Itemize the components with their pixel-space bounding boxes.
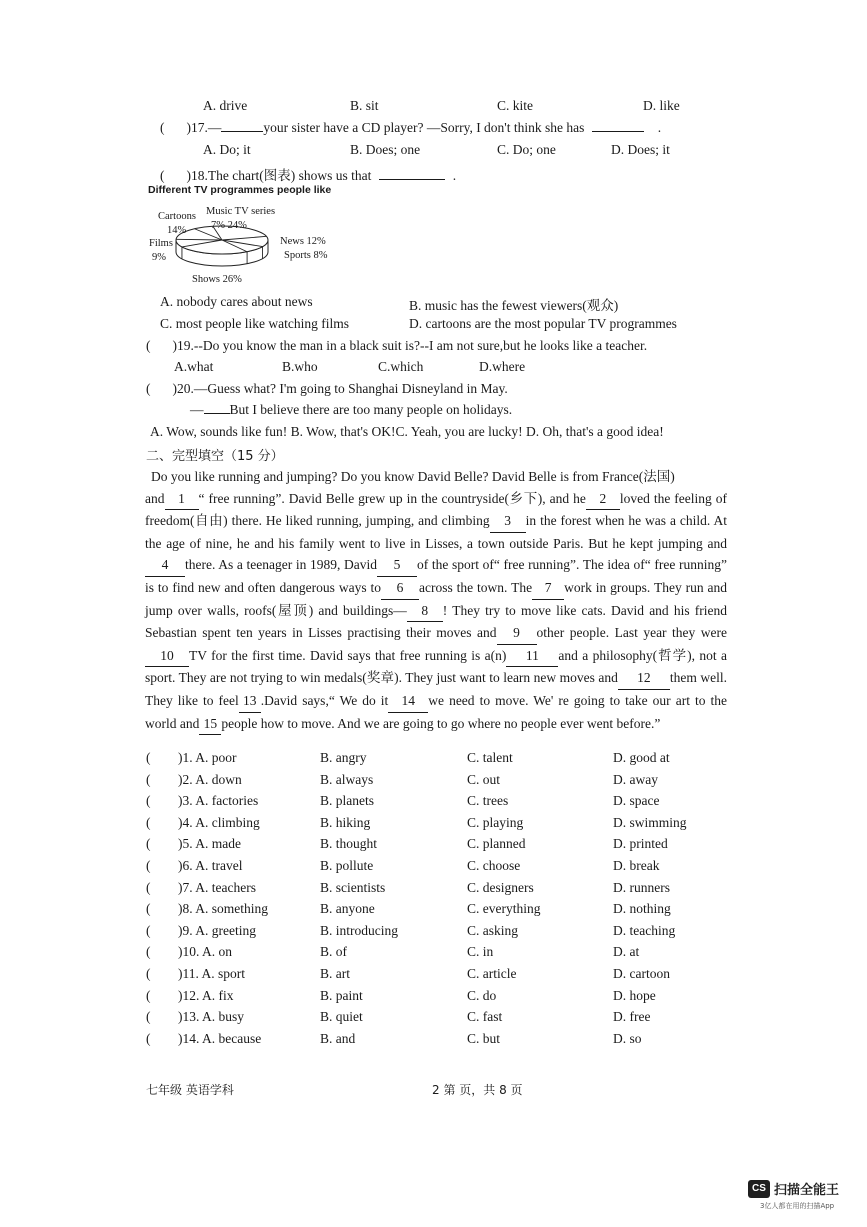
chart-title: Different TV programmes people like <box>148 184 332 196</box>
cloze-option-b[interactable]: B. anyone <box>320 901 375 917</box>
watermark-sub: 3亿人都在用的扫描App <box>760 1202 835 1210</box>
q17-question: ( )17.— your sister have a CD player? —Sorry, I don't think she has . <box>160 120 662 135</box>
blank-2[interactable]: 2 <box>586 488 620 511</box>
cloze-option-a[interactable]: )9. A. greeting <box>178 922 256 938</box>
q17-option-c: C. Do; one <box>497 142 556 157</box>
cloze-option-b[interactable]: B. always <box>320 771 374 787</box>
blank-13[interactable]: 13 <box>239 690 261 713</box>
label-sports: Sports 8% <box>284 250 328 261</box>
q18-option-c: C. most people like watching films <box>160 316 349 331</box>
cloze-question: ( <box>146 858 151 873</box>
cloze-option-b[interactable]: B. and <box>320 1030 356 1046</box>
cloze-option-b[interactable]: B. pollute <box>320 858 374 873</box>
cloze-question: ( <box>146 750 151 765</box>
label-music-tvseries-pct: 7% 24% <box>211 220 247 231</box>
blank-4[interactable]: 4 <box>145 554 185 577</box>
blank-9[interactable]: 9 <box>497 622 537 645</box>
q19-question: ( )19.--Do you know the man in a black suit is?--I am not sure,but he looks like a teacher. <box>146 338 648 353</box>
cloze-option-c[interactable]: C. article <box>467 966 517 981</box>
blank-1[interactable]: 1 <box>165 488 199 511</box>
cloze-option-b[interactable]: B. introducing <box>320 922 398 938</box>
cloze-option-c[interactable]: C. choose <box>467 858 521 873</box>
cloze-option-d[interactable]: D. free <box>613 1009 651 1025</box>
cloze-option-a[interactable]: )3. A. factories <box>178 793 259 809</box>
label-films: Films <box>149 238 173 249</box>
q19-option-d: D.where <box>479 359 526 374</box>
cloze-option-b[interactable]: B. paint <box>320 987 363 1003</box>
q20-options: A. Wow, sounds like fun! B. Wow, that's OK!C. Yeah, you are lucky! D. Oh, that's a good idea! <box>150 424 664 439</box>
cloze-option-c[interactable]: C. do <box>467 987 497 1003</box>
cloze-option-a[interactable]: )11. A. sport <box>178 966 245 981</box>
cloze-option-b[interactable]: B. art <box>320 966 350 981</box>
q20-line2: — But I believe there are too many people on holidays. <box>190 402 513 417</box>
cloze-option-d[interactable]: D. away <box>613 771 658 787</box>
cloze-option-c[interactable]: C. playing <box>467 814 524 830</box>
section-title: 二、完型填空（15 分） <box>146 449 284 464</box>
cloze-option-a[interactable]: )12. A. fix <box>178 987 234 1003</box>
cloze-option-d[interactable]: D. printed <box>613 836 668 852</box>
cloze-option-b[interactable]: B. angry <box>320 750 367 765</box>
cloze-option-d[interactable]: D. cartoon <box>613 966 670 981</box>
label-films-pct: 9% <box>152 252 166 263</box>
cloze-question: ( <box>146 987 151 1003</box>
cloze-option-a[interactable]: )10. A. on <box>178 944 232 960</box>
blank-3[interactable]: 3 <box>490 510 526 533</box>
cloze-question: ( <box>146 944 151 960</box>
cloze-question: ( <box>146 901 151 917</box>
q19-option-a: A.what <box>174 359 214 374</box>
cloze-option-d[interactable]: D. at <box>613 944 640 960</box>
q16-option-a: A. drive <box>203 98 248 113</box>
cloze-question: ( <box>146 966 151 981</box>
cloze-option-a[interactable]: )13. A. busy <box>178 1009 245 1025</box>
blank-7[interactable]: 7 <box>532 577 564 600</box>
cloze-question: ( <box>146 1009 151 1025</box>
cloze-option-b[interactable]: B. scientists <box>320 879 386 895</box>
cloze-option-b[interactable]: B. hiking <box>320 814 371 830</box>
q17-option-d: D. Does; it <box>611 142 670 157</box>
cloze-option-c[interactable]: C. asking <box>467 922 519 938</box>
q18-option-b: B. music has the fewest viewers(观众) <box>409 298 619 313</box>
cloze-question: ( <box>146 836 151 852</box>
blank-11[interactable]: 11 <box>506 645 558 668</box>
cloze-option-b[interactable]: B. planets <box>320 793 374 809</box>
label-cartoons-pct: 14% <box>167 225 187 236</box>
cloze-option-c[interactable]: C. fast <box>467 1009 503 1025</box>
cloze-option-d[interactable]: D. nothing <box>613 901 671 917</box>
cloze-option-a[interactable]: )5. A. made <box>178 836 241 852</box>
blank-14[interactable]: 14 <box>388 690 428 713</box>
cloze-option-a[interactable]: )1. A. poor <box>178 750 237 765</box>
label-cartoons: Cartoons <box>158 211 196 222</box>
cloze-option-a[interactable]: )14. A. because <box>178 1030 262 1046</box>
blank-5[interactable]: 5 <box>377 554 417 577</box>
cloze-question: ( <box>146 1030 151 1046</box>
cloze-question: ( <box>146 814 151 830</box>
q16-option-c: C. kite <box>497 98 533 113</box>
cloze-option-b[interactable]: B. thought <box>320 836 378 852</box>
footer-subject: 七年级 英语学科 <box>146 1083 234 1097</box>
label-music-tvseries: Music TV series <box>206 206 276 217</box>
cloze-option-c[interactable]: C. trees <box>467 793 509 809</box>
cloze-question: ( <box>146 922 151 938</box>
cloze-option-d[interactable]: D. runners <box>613 879 670 895</box>
q16-option-d: D. like <box>643 98 680 113</box>
cloze-option-d[interactable]: D. teaching <box>613 922 676 938</box>
label-news: News 12% <box>280 236 326 247</box>
cloze-option-a[interactable]: )4. A. climbing <box>178 814 260 830</box>
cloze-option-d[interactable]: D. space <box>613 793 660 809</box>
q17-bracket: ( <box>160 120 165 135</box>
cloze-question: ( <box>146 771 151 787</box>
watermark-name: 扫描全能王 <box>774 1183 840 1198</box>
cloze-option-d[interactable]: D. hope <box>613 987 656 1003</box>
blank-15[interactable]: 15 <box>199 713 221 736</box>
footer-page: 2 第 页，共 8 页 <box>432 1083 523 1097</box>
cloze-option-c[interactable]: C. everything <box>467 901 541 917</box>
cloze-question: ( <box>146 793 151 809</box>
q19-option-b: B.who <box>282 359 318 374</box>
q19-option-c: C.which <box>378 359 424 374</box>
cloze-option-a[interactable]: )7. A. teachers <box>178 879 256 895</box>
camscanner-logo-icon: CS <box>748 1180 770 1198</box>
blank-6[interactable]: 6 <box>381 577 419 600</box>
q18-option-a: A. nobody cares about news <box>160 294 313 309</box>
cloze-option-d[interactable]: D. swimming <box>613 814 687 830</box>
cloze-option-a[interactable]: )6. A. travel <box>178 858 243 873</box>
q16-option-b: B. sit <box>350 98 379 113</box>
cloze-option-b[interactable]: B. quiet <box>320 1009 363 1025</box>
q17-option-b: B. Does; one <box>350 142 421 157</box>
blank-10[interactable]: 10 <box>145 645 189 668</box>
cloze-option-d[interactable]: D. so <box>613 1030 642 1046</box>
passage-body: and 1 “ free running”. David Belle grew up in the countryside(乡下), and he 2 loved the feeling of freedom(自由) there. He liked running, jumping, and climbing 3 in the forest when he was a child. At the age of nine, he and his family went to live in Lisses, a town outside Paris. But he kept jumping and4 there. As a teenager in 1989, David 5 of the sport of“ free running”. The idea of“ free running” is to find new and often dangerous ways to 6 across the town. The 7 work in groups. They run and jump over walls, roofs(屋顶) and buildings— 8 ! They try to move like cats. David and his friend Sebastian spent ten years in Lisses practising their moves and 9 other people. Last year they were10 TV for the first time. David says that free running is a(n) 11 and a philosophy(哲学), not a sport. They are not trying to win medals(奖章). They just want to learn new moves and 12 them well. They like to feel 13 .David says,“ We do it 14 we need to move. We' re going to take our art to the world and 15 people how to move. And we are going to go where no people ever went before.” <box>145 488 727 736</box>
cloze-option-c[interactable]: C. designers <box>467 879 534 895</box>
blank-8[interactable]: 8 <box>407 600 443 623</box>
q18-option-d: D. cartoons are the most popular TV programmes <box>409 316 677 331</box>
cloze-option-b[interactable]: B. of <box>320 944 347 960</box>
q18-blank[interactable] <box>379 179 445 180</box>
cloze-question: ( <box>146 879 151 895</box>
passage-line1: Do you like running and jumping? Do you know David Belle? David Belle is from France(法国) <box>151 469 675 484</box>
q17-blank[interactable] <box>221 131 263 132</box>
label-shows: Shows 26% <box>192 274 242 285</box>
blank-12[interactable]: 12 <box>618 667 670 690</box>
q20-question: ( )20.—Guess what? I'm going to Shanghai Disneyland in May. <box>146 381 508 396</box>
cloze-option-d[interactable]: D. break <box>613 858 660 873</box>
q17-blank-2[interactable] <box>592 131 644 132</box>
q18-question: ( )18.The chart(图表) shows us that . <box>160 168 457 183</box>
q20-blank[interactable] <box>204 413 230 414</box>
cloze-option-c[interactable]: C. talent <box>467 750 513 765</box>
cloze-option-a[interactable]: )8. A. something <box>178 901 268 917</box>
cloze-option-a[interactable]: )2. A. down <box>178 771 242 787</box>
cloze-passage <box>145 466 727 735</box>
cloze-option-c[interactable]: C. planned <box>467 836 526 852</box>
cloze-option-c[interactable]: C. but <box>467 1030 501 1046</box>
cloze-option-d[interactable]: D. good at <box>613 750 670 765</box>
cloze-option-c[interactable]: C. in <box>467 944 494 960</box>
q17-option-a: A. Do; it <box>203 142 251 157</box>
cloze-option-c[interactable]: C. out <box>467 771 501 787</box>
